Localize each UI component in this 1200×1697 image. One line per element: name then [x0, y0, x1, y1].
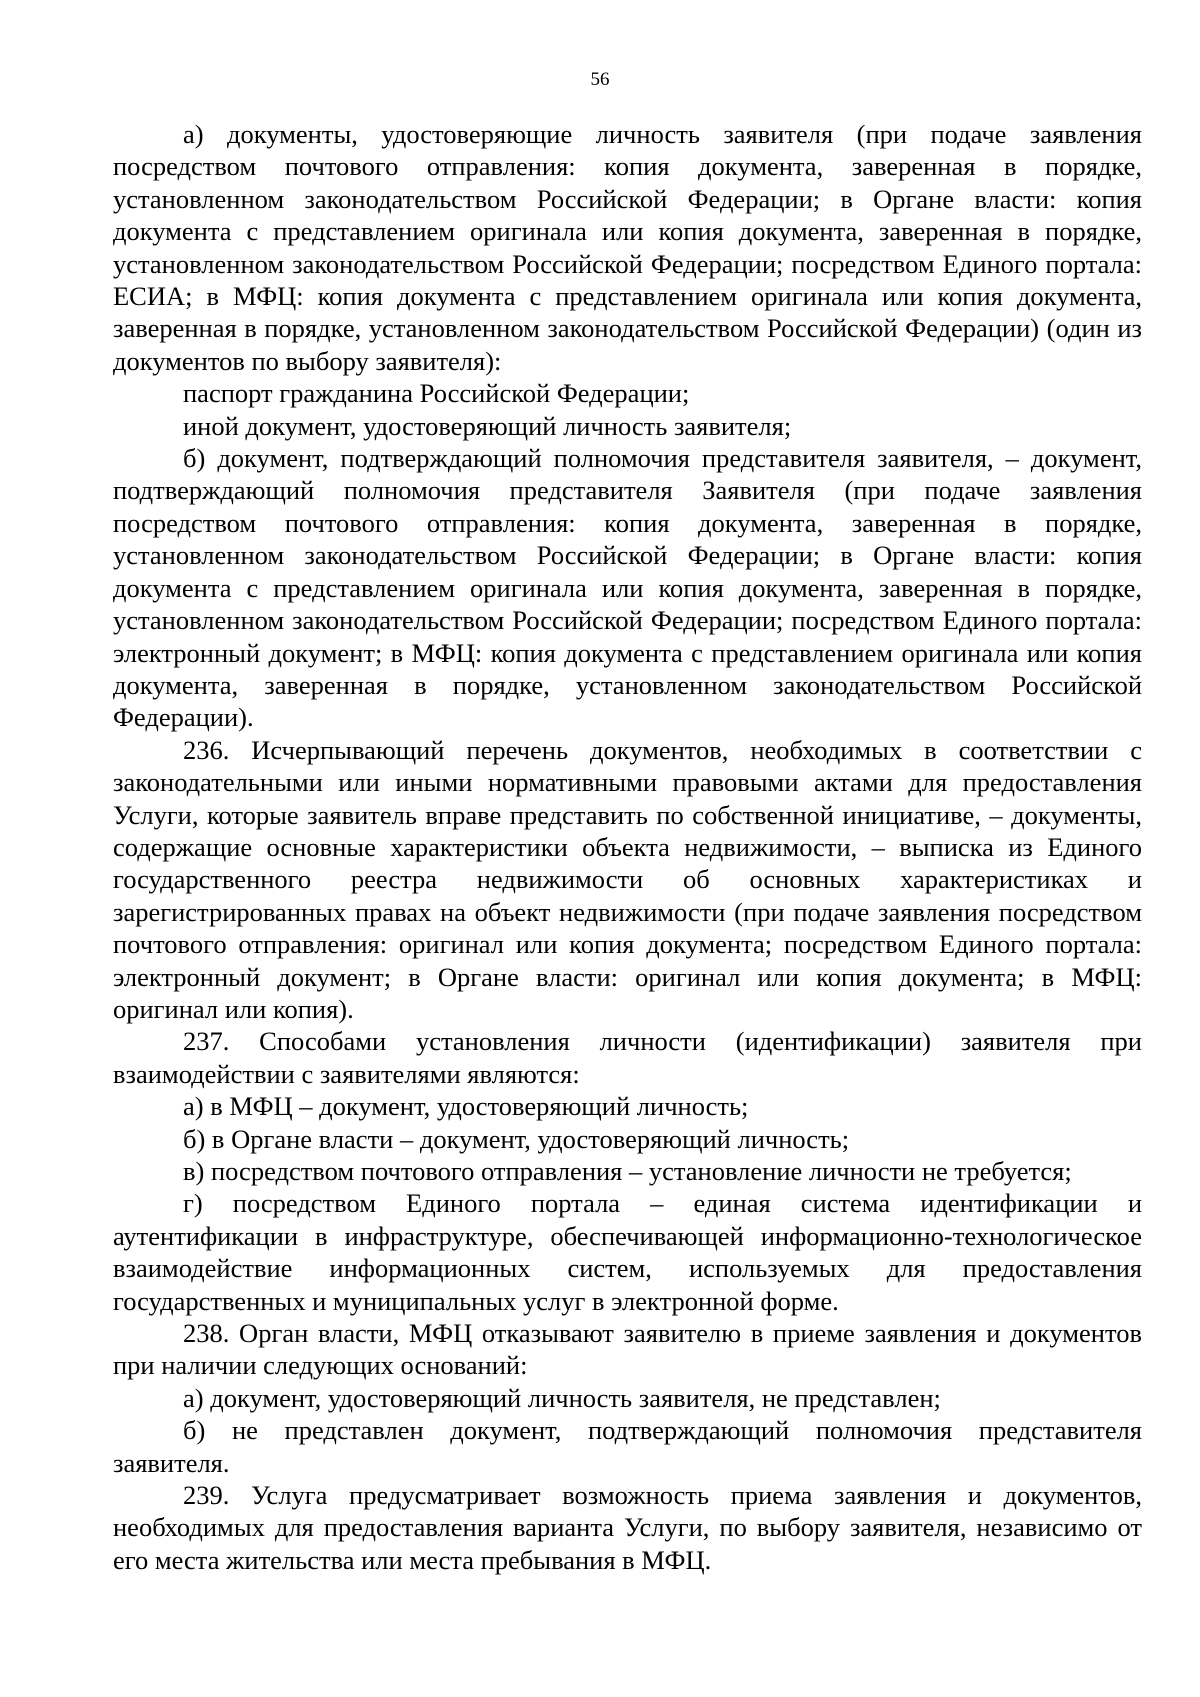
paragraph-237-v: в) посредством почтового отправления – установление личности не требуется;	[183, 1156, 1072, 1186]
paragraph-238-a: а) документ, удостоверяющий личность заявителя, не представлен;	[183, 1382, 941, 1413]
paragraph-239: 239. Услуга предусматривает возможность приема заявления и документов, необходимых для предоставления варианта Услуги, по выбору заявителя, независимо от его места жительства или места пребывания в МФЦ.	[113, 1480, 1142, 1575]
paragraph-237-b: б) в Органе власти – документ, удостоверяющий личность;	[183, 1123, 850, 1154]
paragraph-237-g: г) посредством Единого портала – единая система идентификации и аутентификации в инфраструктуре, обеспечивающей информационно-технологическое взаимодействие информационных систем, используемых для предоставления государственных и муниципальных услуг в электронной форме.	[113, 1188, 1142, 1316]
paragraph-other-identity-document: иной документ, удостоверяющий личность заявителя;	[183, 410, 792, 441]
paragraph-item-a-identity-documents: а) документы, удостоверяющие личность заявителя (при подаче заявления посредством почтового отправления: копия документа, заверенная в порядке, установленном законодательством Российской Федерации; в Органе власти: копия документа с представлением оригинала или копия документа, заверенная в порядке, установленном законодательством Российской Федерации; посредством Единого портала: ЕСИА; в МФЦ: копия документа с представлением оригинала или копия документа, заверенная в порядке, установленном законодательством Российской Федерации) (один из документов по выбору заявителя):	[113, 119, 1142, 376]
paragraph-237-a: а) в МФЦ – документ, удостоверяющий личность;	[183, 1091, 749, 1122]
paragraph-238-b: б) не представлен документ, подтверждающий полномочия представителя заявителя.	[113, 1415, 1142, 1478]
paragraph-item-b-representative-authority: б) документ, подтверждающий полномочия представителя заявителя, – документ, подтверждающий полномочия представителя Заявителя (при подаче заявления посредством почтового отправления: копия документа, заверенная в порядке, установленном законодательством Российской Федерации; в Органе власти: копия документа с представлением оригинала или копия документа, заверенная в порядке, установленном законодательством Российской Федерации; посредством Единого портала: электронный документ; в МФЦ: копия документа с представлением оригинала или копия документа, заверенная в порядке, установленном законодательством Российской Федерации).	[113, 443, 1142, 733]
page-number: 56	[590, 69, 610, 90]
paragraph-238: 238. Орган власти, МФЦ отказывают заявителю в приеме заявления и документов при наличии следующих оснований:	[113, 1318, 1142, 1381]
paragraph-passport: паспорт гражданина Российской Федерации;	[183, 378, 690, 409]
paragraph-236: 236. Исчерпывающий перечень документов, необходимых в соответствии с законодательными или иными нормативными правовыми актами для предоставления Услуги, которые заявитель вправе представить по собственной инициативе, – документы, содержащие основные характеристики объекта недвижимости, – выписка из Единого государственного реестра недвижимости об основных характеристиках и зарегистрированных правах на объект недвижимости (при подаче заявления посредством почтового отправления: оригинал или копия документа; посредством Единого портала: электронный документ; в Органе власти: оригинал или копия документа; в МФЦ: оригинал или копия).	[113, 734, 1142, 1024]
document-body	[113, 118, 1142, 1576]
paragraph-237: 237. Способами установления личности (идентификации) заявителя при взаимодействии с заявителями являются:	[113, 1026, 1142, 1089]
